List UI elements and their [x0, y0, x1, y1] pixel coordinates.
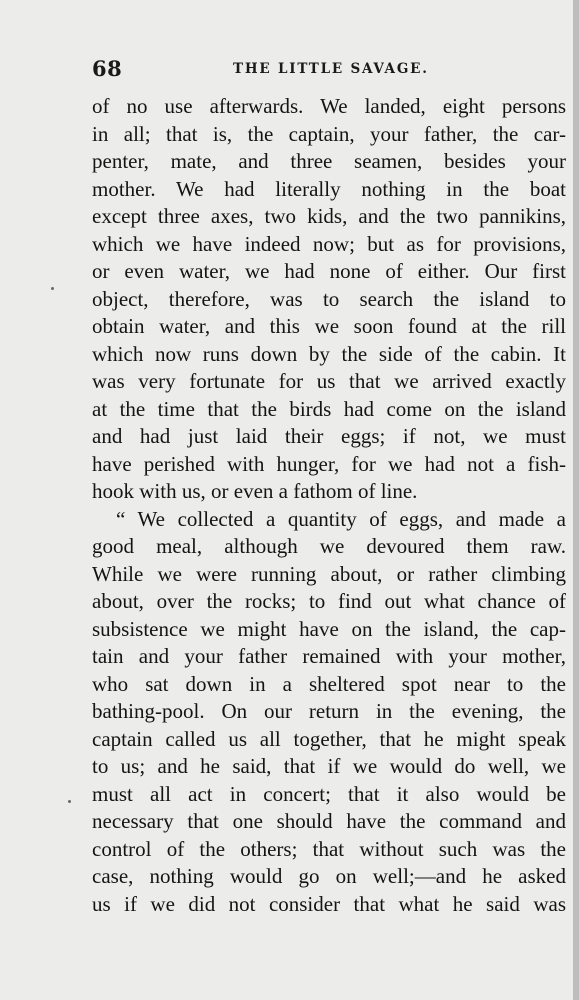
text-line: except three axes, two kids, and the two pannikins,	[92, 204, 566, 228]
text-line: captain called us all together, that he might speak	[92, 726, 566, 751]
text-line: While we were running about, or rather climbing	[92, 561, 566, 586]
text-line: was very fortunate for us that we arrived exactly	[92, 369, 566, 393]
paragraph	[92, 93, 566, 506]
text-line: bathing-pool. On our return in the evening, the	[92, 699, 566, 723]
text-line: case, nothing would go on well;—and he asked	[92, 864, 566, 888]
text-line: and had just laid their eggs; if not, we must	[92, 424, 566, 448]
text-line: about, over the rocks; to find out what chance of	[92, 589, 566, 613]
text-line: obtain water, and this we soon found at the rill	[92, 314, 566, 338]
text-line: have perished with hunger, for we had not a fish-	[92, 451, 566, 476]
page-number: 68	[92, 56, 123, 81]
text-line: must all act in concert; that it also would be	[92, 781, 566, 806]
text-line: “ We collected a quantity of eggs, and made a	[116, 506, 566, 531]
text-line: at the time that the birds had come on the island	[92, 396, 566, 421]
text-line: subsistence we might have on the island, the cap-	[92, 616, 566, 641]
text-line: which we have indeed now; but as for provisions,	[92, 231, 566, 256]
text-line: which now runs down by the side of the cabin. It	[92, 341, 566, 366]
text-line: who sat down in a sheltered spot near to the	[92, 671, 566, 696]
running-head: THE LITTLE SAVAGE.	[233, 61, 429, 77]
text-line: mother. We had literally nothing in the boat	[92, 176, 566, 201]
text-line: tain and your father remained with your mother,	[92, 644, 566, 668]
paragraph	[92, 506, 566, 919]
text-line: hook with us, or even a fathom of line.	[92, 479, 418, 503]
paper-speck	[68, 800, 71, 803]
page-header	[0, 52, 579, 82]
text-line: control of the others; that without such was the	[92, 836, 566, 861]
text-line: to us; and he said, that if we would do well, we	[92, 754, 566, 778]
text-line: in all; that is, the captain, your father, the car-	[92, 121, 566, 146]
body-text	[92, 93, 566, 918]
text-line: necessary that one should have the command and	[92, 809, 566, 833]
text-line: penter, mate, and three seamen, besides your	[92, 149, 566, 173]
text-line: us if we did not consider that what he said was	[92, 891, 566, 916]
text-line: or even water, we had none of either. Our first	[92, 259, 566, 283]
paper-speck	[51, 287, 54, 290]
text-line: of no use afterwards. We landed, eight persons	[92, 94, 566, 118]
text-line: good meal, although we devoured them raw.	[92, 534, 566, 558]
text-line: object, therefore, was to search the island to	[92, 286, 566, 311]
